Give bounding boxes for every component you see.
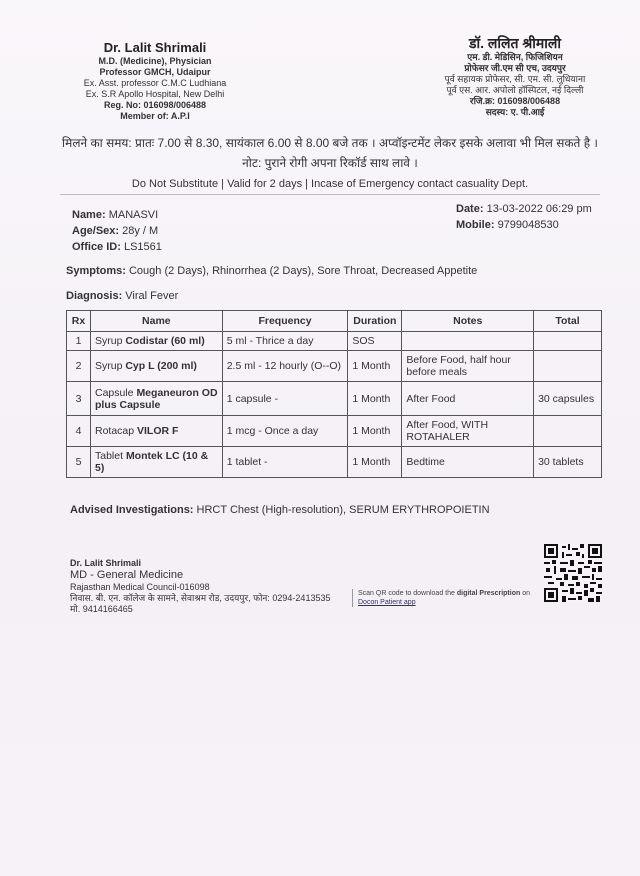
- header-notes: Notes: [402, 311, 534, 332]
- header-name: Name: [90, 311, 222, 332]
- drug-name: [90, 382, 222, 416]
- visit-date: 13-03-2022 06:29 pm: [486, 203, 592, 215]
- header-rx: Rx: [67, 311, 91, 332]
- table-row: [67, 416, 602, 447]
- footer-council: Rajasthan Medical Council-016098: [70, 582, 210, 592]
- old-patient-note: नोट: पुराने रोगी अपना रिकॉर्ड साथ लावे ।: [242, 156, 418, 170]
- rx-number: 1: [67, 332, 91, 351]
- notes: After Food: [402, 382, 534, 416]
- duration: 1 Month: [348, 351, 402, 382]
- doctor-ex1-hindi: पूर्व सहायक प्रोफेसर, सी. एम. सी. लुधियाना: [444, 74, 586, 84]
- notes: After Food, WITH ROTAHALER: [402, 416, 534, 447]
- table-header-row: [67, 311, 602, 332]
- doctor-position: Professor GMCH, Udaipur: [99, 67, 211, 77]
- drug-title: Meganeuron OD plus Capsule: [94, 386, 218, 411]
- footer-doctor-name: Dr. Lalit Shrimali: [70, 558, 142, 568]
- total: 30 tablets: [534, 447, 602, 478]
- investigations-label: Advised Investigations:: [70, 504, 194, 516]
- patient-age: 28y / M: [122, 225, 159, 237]
- duration: SOS: [348, 332, 402, 351]
- advised-investigations: [70, 504, 490, 516]
- doctor-name-hindi: डॉ. ललित श्रीमाली: [468, 35, 562, 51]
- drug-name: [90, 416, 222, 447]
- notes: Before Food, half hour before meals: [402, 351, 534, 382]
- qr-text-bold: digital Prescription: [456, 590, 521, 597]
- office-id: LS1561: [123, 241, 162, 253]
- qr-text-pre: Scan QR code to download the: [358, 590, 455, 597]
- diagnosis-label: Diagnosis:: [66, 290, 123, 302]
- table-row: [67, 351, 602, 382]
- total: [534, 351, 602, 382]
- qr-app-link[interactable]: Docon Patient app: [358, 599, 416, 606]
- drug-title: Montek LC (10 & 5): [94, 450, 209, 474]
- drug-form: Capsule: [94, 386, 134, 399]
- doctor-degree: M.D. (Medicine), Physician: [98, 56, 212, 66]
- rx-number: 2: [67, 351, 91, 382]
- rx-number: 3: [67, 382, 91, 416]
- table-row: [67, 332, 602, 351]
- mobile-label: Mobile:: [456, 219, 495, 231]
- footer-specialization: MD - General Medicine: [70, 569, 184, 581]
- qr-text-post: on: [522, 590, 531, 597]
- frequency: 1 capsule -: [222, 382, 348, 416]
- footer-mobile: मो. 9414166465: [70, 604, 133, 614]
- disclaimer: Do Not Substitute | Valid for 2 days | Incase of Emergency contact casuality Dept.: [131, 178, 529, 190]
- rx-number: 5: [67, 447, 91, 478]
- drug-form: Rotacap: [94, 425, 135, 437]
- doctor-ex2-hindi: पूर्व एस. आर. अपोलो हॉस्पिटल, नई दिल्ली: [446, 85, 584, 95]
- mobile-number: 9799048530: [497, 219, 559, 231]
- doctor-reg-hindi: रजि.क्र: 016098/006488: [469, 96, 561, 106]
- diagnosis-value: Viral Fever: [125, 290, 179, 302]
- header-duration: Duration: [348, 311, 402, 332]
- symptoms-value: Cough (2 Days), Rhinorrhea (2 Days), Sore Throat, Decreased Appetite: [128, 265, 478, 277]
- drug-name: [90, 351, 222, 382]
- frequency: 1 tablet -: [222, 447, 348, 478]
- patient-age-label: Age/Sex:: [72, 225, 120, 237]
- qr-code-icon: [544, 544, 602, 602]
- patient-info: [72, 207, 162, 255]
- header-frequency: Frequency: [222, 311, 348, 332]
- office-id-label: Office ID:: [72, 241, 121, 253]
- total: 30 capsules: [534, 382, 602, 416]
- frequency: 2.5 ml - 12 hourly (O--O): [222, 351, 348, 382]
- drug-name: [90, 332, 222, 351]
- frequency: 5 ml - Thrice a day: [222, 332, 348, 351]
- doctor-degree-hindi: एम. डी. मेडिसिन, फिजिशियन: [467, 52, 563, 62]
- drug-form: Tablet: [94, 450, 124, 462]
- duration: 1 Month: [348, 447, 402, 478]
- table-row: [67, 382, 602, 416]
- diagnosis: [66, 290, 178, 302]
- drug-form: Syrup: [94, 335, 123, 347]
- symptoms-label: Symptoms:: [66, 265, 126, 277]
- patient-name: MANASVI: [108, 209, 159, 221]
- doctor-reg: Reg. No: 016098/006488: [103, 100, 207, 110]
- notes: Bedtime: [402, 447, 534, 478]
- footer-address: निवास. बी. एन. कॉलेज के सामने, सेवाश्रम रोड, उदयपुर, फोन: 0294-2413535: [70, 593, 331, 603]
- investigations-value: HRCT Chest (High-resolution), SERUM ERYTHROPOIETIN: [196, 504, 490, 516]
- patient-name-label: Name:: [72, 209, 106, 221]
- duration: 1 Month: [348, 416, 402, 447]
- doctor-ex2: Ex. S.R Apollo Hospital, New Delhi: [85, 89, 225, 99]
- doctor-header-hindi: [420, 34, 610, 118]
- header-total: Total: [534, 311, 602, 332]
- visiting-hours: मिलने का समय: प्रातः 7.00 से 8.30, सायंकाल 6.00 से 8.00 बजे तक । अप्वॉइन्टमेंट लेकर इसके अलावा भी मिल सकते है ।: [62, 136, 598, 150]
- rx-number: 4: [67, 416, 91, 447]
- visit-info: [456, 201, 592, 233]
- total: [534, 416, 602, 447]
- notes: [402, 332, 534, 351]
- doctor-header-english: [60, 40, 250, 122]
- symptoms: [66, 265, 477, 277]
- date-label: Date:: [456, 203, 484, 215]
- drug-title: VILOR F: [137, 425, 179, 437]
- doctor-member-hindi: सदस्य: ए. पी.आई: [485, 107, 545, 117]
- drug-title: Cyp L (200 ml): [125, 360, 197, 372]
- doctor-position-hindi: प्रोफेसर जी.एम सी एच, उदयपुर: [464, 63, 566, 73]
- drug-title: Codistar (60 ml): [125, 335, 205, 347]
- duration: 1 Month: [348, 382, 402, 416]
- doctor-member: Member of: A.P.I: [120, 111, 190, 121]
- drug-form: Syrup: [94, 360, 123, 372]
- table-row: [67, 447, 602, 478]
- prescription-table: [66, 310, 602, 478]
- doctor-ex1: Ex. Asst. professor C.M.C Ludhiana: [83, 78, 227, 88]
- drug-name: [90, 447, 222, 478]
- footer-doctor: [70, 558, 330, 615]
- doctor-name: Dr. Lalit Shrimali: [103, 40, 207, 55]
- total: [534, 332, 602, 351]
- frequency: 1 mcg - Once a day: [222, 416, 348, 447]
- qr-instructions: [352, 589, 538, 607]
- divider: [60, 194, 600, 195]
